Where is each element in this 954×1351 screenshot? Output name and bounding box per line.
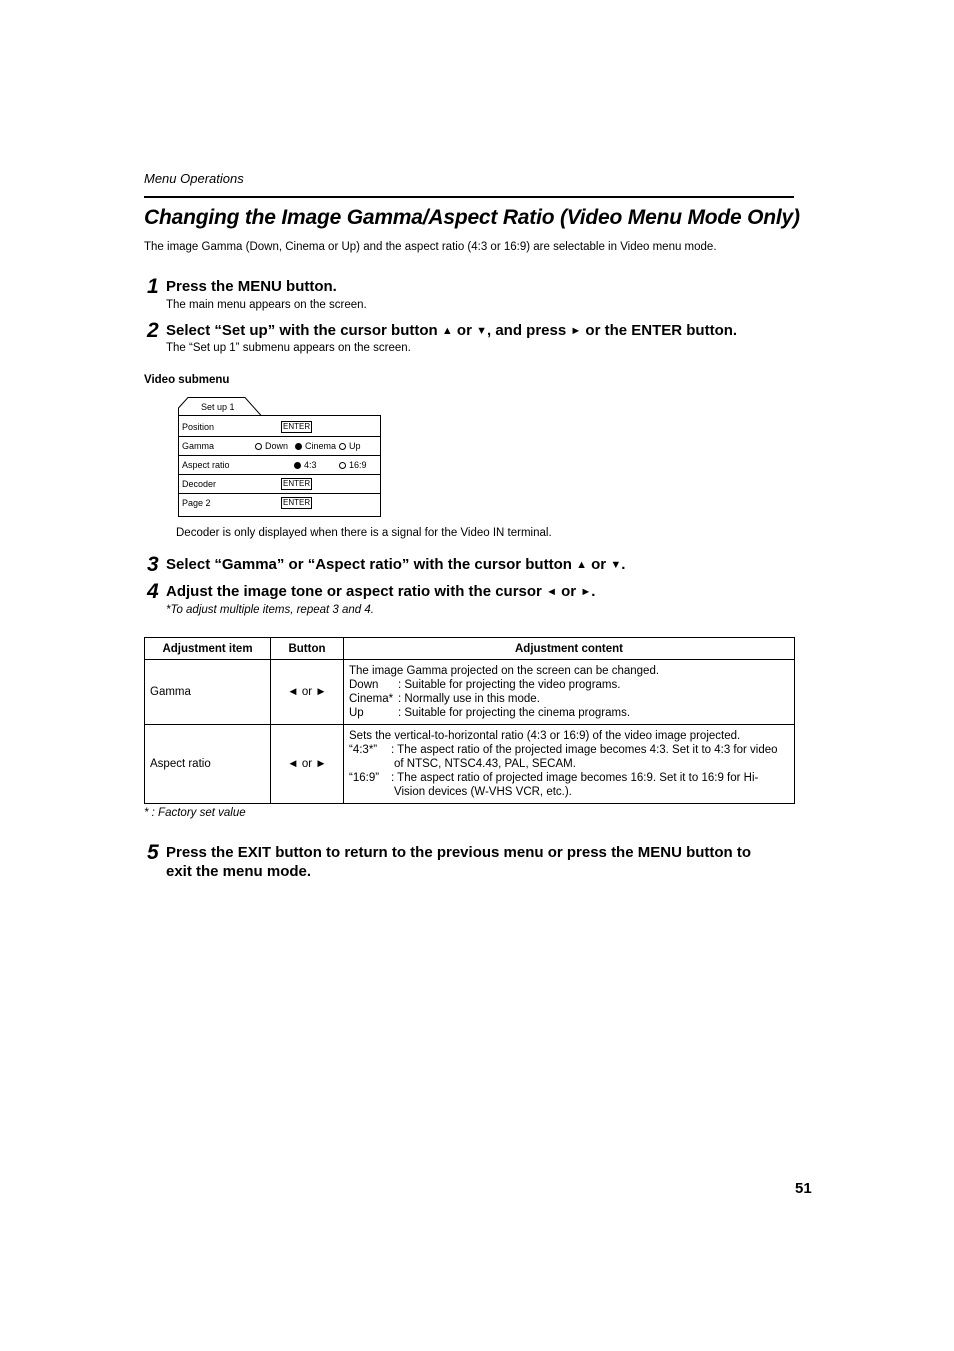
step-4-end: .: [591, 583, 596, 600]
step-2-text-c: or the ENTER button.: [585, 322, 738, 339]
submenu-row-gamma: [179, 437, 380, 456]
table-cell-item: Aspect ratio: [145, 725, 271, 804]
radio-off-icon: [339, 443, 346, 450]
step-1-subtext: The main menu appears on the screen.: [166, 299, 367, 311]
up-arrow-icon: ▲: [441, 325, 453, 337]
header-rule: [144, 196, 794, 198]
step-4-note: *To adjust multiple items, repeat 3 and 4.: [166, 604, 374, 616]
step-2-or: or: [456, 322, 472, 339]
step-5-line-1: Press the EXIT button to return to the previous menu or press the MENU button to: [166, 844, 752, 861]
right-arrow-icon: ►: [580, 586, 592, 598]
step-3-text-a: Select “Gamma” or “Aspect ratio” with the cursor button: [166, 556, 572, 573]
content-entry: Down : Suitable for projecting the video programs.: [349, 679, 621, 691]
submenu-row-page-2: [179, 494, 380, 513]
submenu-row-decoder: [179, 475, 380, 494]
step-2-text-a: Select “Set up” with the cursor button: [166, 322, 438, 339]
submenu-panel: [178, 415, 381, 517]
gamma-option-down: Down: [255, 441, 288, 451]
content-entry: Cinema* : Normally use in this mode.: [349, 693, 540, 705]
page-number: 51: [795, 1180, 812, 1197]
table-row: [145, 725, 795, 804]
content-intro: Sets the vertical-to-horizontal ratio (4:3 or 16:9) of the video image projected.: [349, 730, 741, 742]
submenu-row-position: [179, 418, 380, 437]
step-5-line-2: exit the menu mode.: [166, 863, 312, 880]
step-3-end: .: [621, 556, 626, 573]
submenu-tab-label: Set up 1: [201, 402, 235, 412]
table-header-content: Adjustment content: [344, 638, 795, 660]
table-cell-content: [344, 660, 795, 725]
step-1-number: 1: [147, 275, 159, 298]
step-2-number: 2: [147, 319, 159, 342]
aspect-option-16-9: 16:9: [339, 460, 367, 470]
radio-on-icon: [294, 462, 301, 469]
step-5-number: 5: [147, 841, 159, 864]
step-2-text: [166, 321, 737, 341]
step-3-or: or: [591, 556, 607, 573]
radio-on-icon: [295, 443, 302, 450]
table-header-row: [145, 638, 795, 660]
content-entry-continued: Vision devices (W-VHS VCR, etc.).: [394, 786, 572, 798]
step-4-or: or: [561, 583, 577, 600]
table-row: [145, 660, 795, 725]
radio-off-icon: [339, 462, 346, 469]
down-arrow-icon: ▼: [610, 559, 622, 571]
section-label: Menu Operations: [144, 171, 244, 186]
step-3-number: 3: [147, 553, 159, 576]
submenu-row-label: Position: [182, 422, 215, 432]
up-arrow-icon: ▲: [576, 559, 587, 571]
content-entry: Up : Suitable for projecting the cinema programs.: [349, 707, 631, 719]
step-4-number: 4: [147, 580, 159, 603]
submenu-row-label: Aspect ratio: [182, 460, 230, 470]
decoder-note: Decoder is only displayed when there is a signal for the Video IN terminal.: [176, 527, 552, 539]
adjustment-table: [144, 637, 795, 804]
left-arrow-icon: ◄: [546, 586, 557, 598]
down-arrow-icon: ▼: [476, 325, 487, 337]
content-entry-continued: of NTSC, NTSC4.43, PAL, SECAM.: [394, 758, 576, 770]
enter-icon: ENTER: [283, 422, 311, 431]
submenu-row-aspect-ratio: [179, 456, 380, 475]
step-1-text: Press the MENU button.: [166, 278, 337, 295]
enter-icon: ENTER: [283, 498, 311, 507]
step-2-subtext: The “Set up 1” submenu appears on the screen.: [166, 342, 411, 354]
intro-text: The image Gamma (Down, Cinema or Up) and the aspect ratio (4:3 or 16:9) are selectable in Video menu mode.: [144, 241, 717, 253]
step-4-text: [166, 582, 595, 602]
submenu-heading: Video submenu: [144, 374, 230, 386]
table-cell-button: ◄ or ►: [271, 660, 344, 725]
radio-off-icon: [255, 443, 262, 450]
table-cell-button: ◄ or ►: [271, 725, 344, 804]
step-2-text-b: , and press: [486, 322, 567, 339]
submenu-row-label: Decoder: [182, 479, 217, 489]
enter-icon: ENTER: [283, 479, 311, 488]
content-entry: “4:3*” : The aspect ratio of the projected image becomes 4:3. Set it to 4:3 for video: [349, 744, 778, 756]
content-entry: “16:9” : The aspect ratio of projected image becomes 16:9. Set it to 16:9 for Hi-: [349, 772, 759, 784]
content-intro: The image Gamma projected on the screen can be changed.: [349, 665, 660, 677]
step-3-text: [166, 555, 625, 575]
table-header-item: Adjustment item: [145, 638, 271, 660]
table-cell-item: Gamma: [145, 660, 271, 725]
table-header-button: Button: [271, 638, 344, 660]
step-4-text-a: Adjust the image tone or aspect ratio with the cursor: [166, 583, 542, 600]
submenu-row-label: Gamma: [182, 441, 215, 451]
gamma-option-cinema: Cinema: [295, 441, 336, 451]
aspect-option-4-3: 4:3: [294, 460, 317, 470]
page-title: Changing the Image Gamma/Aspect Ratio (Video Menu Mode Only): [144, 206, 800, 229]
table-cell-content: [344, 725, 795, 804]
submenu-row-label: Page 2: [182, 498, 211, 508]
factory-footnote: * : Factory set value: [144, 807, 246, 819]
gamma-option-up: Up: [339, 441, 361, 451]
right-arrow-icon: ►: [570, 325, 582, 337]
